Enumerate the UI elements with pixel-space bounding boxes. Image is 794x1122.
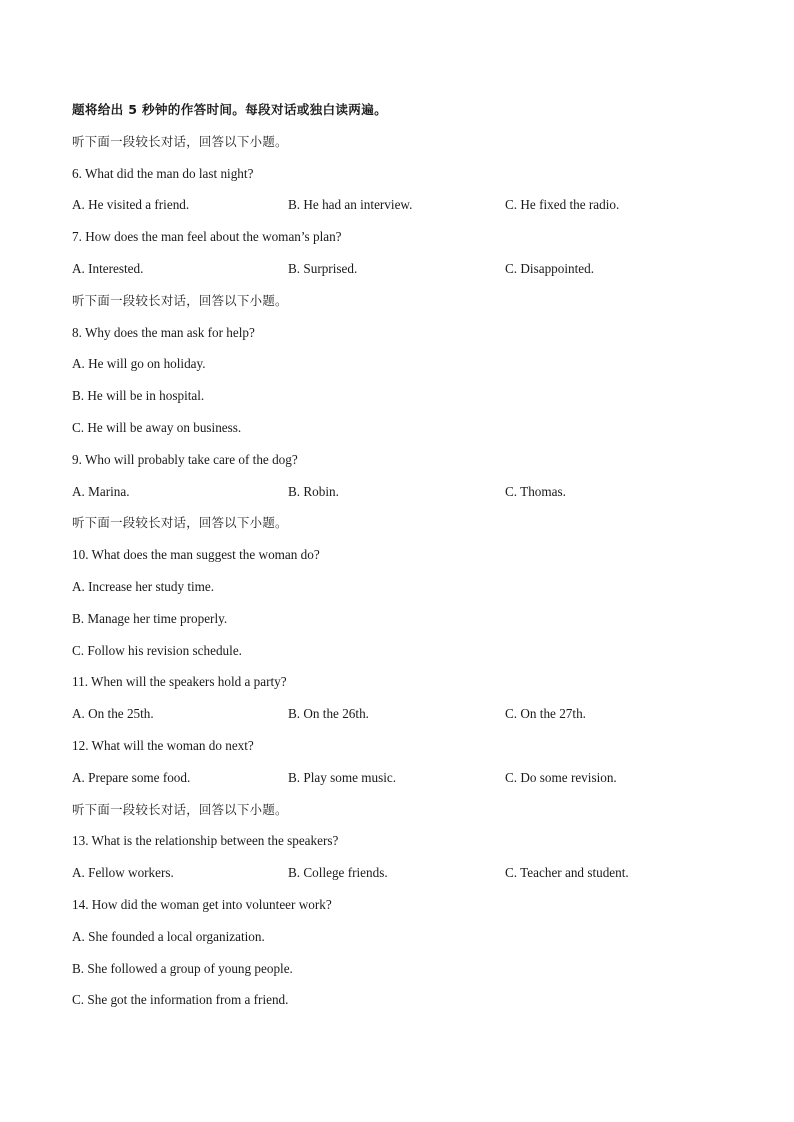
question-10: 10. What does the man suggest the woman do?	[72, 547, 320, 563]
option-a: A. Prepare some food.	[72, 769, 191, 785]
question-11-options	[72, 703, 752, 735]
section-label: 听下面一段较长对话，回答以下小题。	[72, 133, 288, 149]
option-c: C. Disappointed.	[505, 260, 595, 276]
option-c: C. He fixed the radio.	[505, 197, 620, 213]
option-c: C. She got the information from a friend.	[72, 992, 289, 1008]
section-label: 听下面一段较长对话，回答以下小题。	[72, 292, 288, 308]
option-c: C. On the 27th.	[505, 706, 586, 722]
section-intro: 题将给出 5 秒钟的作答时间。每段对话或独白读两遍。	[72, 102, 387, 117]
option-c: C. Do some revision.	[505, 769, 617, 785]
option-b: B. He will be in hospital.	[72, 388, 205, 404]
option-b: B. On the 26th.	[288, 706, 369, 722]
question-13: 13. What is the relationship between the speakers?	[72, 833, 339, 849]
option-a: A. She founded a local organization.	[72, 928, 265, 944]
option-a: A. Fellow workers.	[72, 865, 174, 881]
option-b: B. College friends.	[288, 865, 388, 881]
option-b: B. He had an interview.	[288, 197, 413, 213]
option-b: B. Manage her time properly.	[72, 610, 228, 626]
section-label: 听下面一段较长对话，回答以下小题。	[72, 801, 288, 817]
option-c: C. Thomas.	[505, 483, 566, 499]
option-b: B. Play some music.	[288, 769, 397, 785]
question-12: 12. What will the woman do next?	[72, 737, 254, 753]
question-14: 14. How did the woman get into volunteer work?	[72, 896, 332, 912]
question-9: 9. Who will probably take care of the dog?	[72, 451, 298, 467]
section-label: 听下面一段较长对话，回答以下小题。	[72, 515, 288, 531]
option-c: C. He will be away on business.	[72, 419, 242, 435]
question-8: 8. Why does the man ask for help?	[72, 324, 255, 340]
option-b: B. Surprised.	[288, 260, 358, 276]
option-c: C. Teacher and student.	[505, 865, 629, 881]
question-9-options	[72, 481, 752, 513]
question-13-options	[72, 862, 752, 894]
option-c: C. Follow his revision schedule.	[72, 642, 242, 658]
option-a: A. Interested.	[72, 260, 144, 276]
question-6: 6. What did the man do last night?	[72, 165, 254, 181]
option-a: A. Marina.	[72, 483, 130, 499]
question-6-options	[72, 194, 752, 226]
option-a: A. He visited a friend.	[72, 197, 190, 213]
option-a: A. Increase her study time.	[72, 578, 215, 594]
question-7: 7. How does the man feel about the woman’s plan?	[72, 229, 342, 245]
option-b: B. She followed a group of young people.	[72, 960, 293, 976]
exam-page	[72, 99, 752, 1021]
question-11: 11. When will the speakers hold a party?	[72, 674, 287, 690]
option-b: B. Robin.	[288, 483, 339, 499]
option-a: A. He will go on holiday.	[72, 356, 206, 372]
option-a: A. On the 25th.	[72, 706, 154, 722]
question-7-options	[72, 258, 752, 290]
question-12-options	[72, 767, 752, 799]
